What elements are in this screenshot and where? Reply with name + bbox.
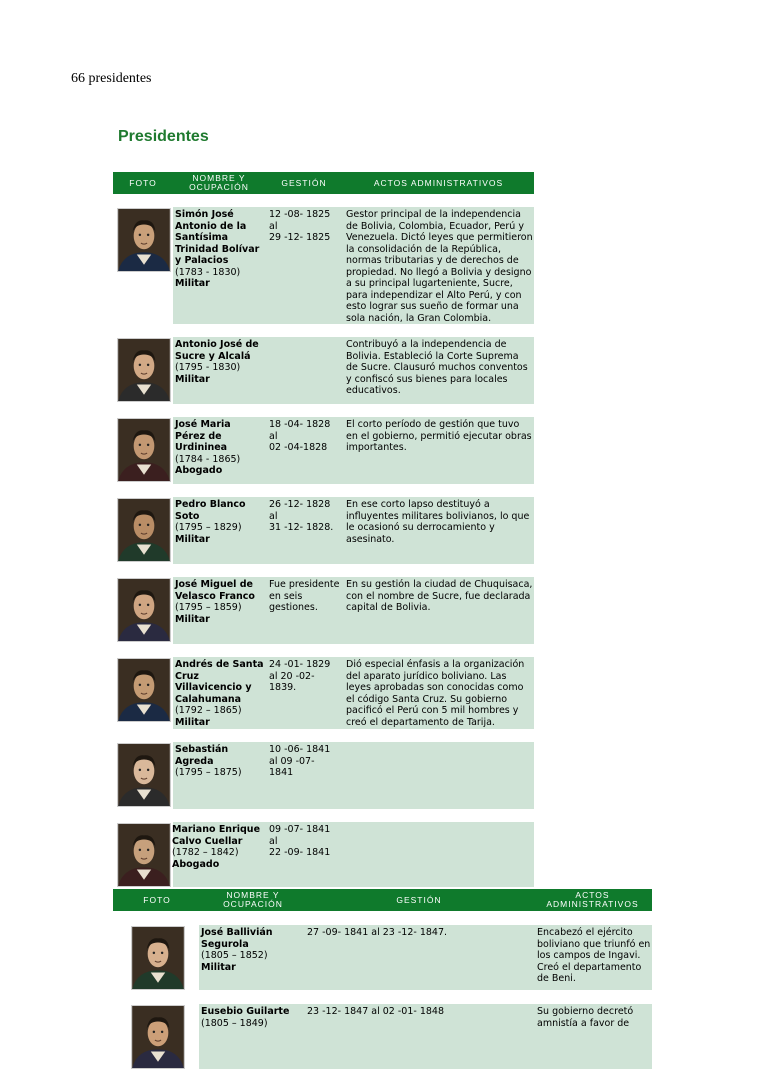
president-occupation: Abogado [172,858,220,870]
president-photo [131,926,185,990]
president-info [175,209,267,290]
gestion-cell: 10 -06- 1841 al 09 -07- 1841 [269,744,331,778]
header-foto: FOTO [143,894,171,905]
header-actos: ACTOS ADMINISTRATIVOS [373,177,504,188]
actos-cell: Dió especial énfasis a la organización del aparato jurídico boliviano. Las leyes aprobadas son conocidas como el código Santa Cruz. Su gobierno pacificó el Perú con 5 mil hombres y creó el departamento de Tarija. [346,659,525,728]
president-name: Andrés de Santa Cruz Villavicencio y Calahumana [175,659,264,705]
president-occupation: Militar [175,533,210,545]
gestion-cell: 18 -04- 1828 al 02 -04-1828 [269,419,331,453]
president-photo [117,208,171,272]
president-years: (1782 – 1842) [172,847,239,858]
president-name: Pedro Blanco Soto [175,499,246,522]
portrait-image [118,209,170,271]
president-photo [117,823,171,887]
portrait-image [118,419,170,481]
president-info [175,744,267,779]
gestion-cell: 12 -08- 1825 al 29 -12- 1825 [269,209,331,243]
document-title: 66 presidentes [71,71,152,86]
president-info [175,659,267,728]
header-gestion: GESTIÓN [281,177,327,188]
president-name: Sebastián Agreda [175,744,229,767]
table-header-2 [113,889,652,911]
president-info [175,339,267,385]
president-info [175,499,267,545]
president-photo [117,658,171,722]
president-name: Simón José Antonio de la Santísima Trinidad Bolívar y Palacios [175,209,260,266]
president-info [201,1006,301,1029]
gestion-cell: 23 -12- 1847 al 02 -01- 1848 [307,1006,444,1017]
president-years: (1792 – 1865) [175,705,242,716]
actos-cell: El corto período de gestión que tuvo en el gobierno, permitió ejecutar obras importantes. [346,419,532,453]
header-gestion: GESTIÓN [396,894,442,905]
president-info [201,927,301,973]
president-info [175,579,267,625]
president-years: (1783 - 1830) [175,266,241,278]
president-years: (1805 – 1849) [201,1017,268,1029]
president-name: José Miguel de Velasco Franco [175,579,255,602]
president-photo [117,338,171,402]
president-years: (1784 - 1865) [175,453,241,465]
president-occupation: Militar [175,278,210,289]
portrait-image [118,499,170,561]
president-occupation: Militar [175,716,210,728]
header-nombre: NOMBRE Y OCUPACIÓN [189,173,249,192]
president-name: José Ballivián Segurola [201,927,273,950]
president-photo [131,1005,185,1069]
portrait-image [118,659,170,721]
president-photo [117,498,171,562]
president-years: (1795 – 1859) [175,602,242,613]
president-info [175,419,267,477]
portrait-image [118,579,170,641]
president-name: Mariano Enrique Calvo Cuellar [172,824,261,847]
portrait-image [118,744,170,806]
president-occupation: Militar [175,373,210,385]
president-years: (1795 – 1875) [175,767,242,778]
president-photo [117,743,171,807]
actos-cell: Contribuyó a la independencia de Bolivia. Estableció la Corte Suprema de Sucre. Clausuró muchos conventos y confiscó sus bienes para locales educativos. [346,339,528,396]
header-foto: FOTO [129,177,157,188]
president-photo [117,578,171,642]
actos-cell: Su gobierno decretó amnistía a favor de [537,1006,634,1029]
portrait-image [118,824,170,886]
header-actos: ACTOS ADMINISTRATIVOS [546,890,639,909]
gestion-cell: 27 -09- 1841 al 23 -12- 1847. [307,927,448,938]
table-header [113,172,534,194]
president-occupation: Abogado [175,465,223,476]
gestion-cell: Fue presidente en seis gestiones. [269,579,340,613]
gestion-cell: 26 -12- 1828 al 31 -12- 1828. [269,499,334,533]
president-name: José Maria Pérez de Urdininea [175,419,231,453]
actos-cell: Encabezó el ejército boliviano que triunfó en los campos de Ingavi. Creó el departamento de Beni. [537,927,651,984]
actos-cell: En su gestión la ciudad de Chuquisaca, con el nombre de Sucre, fue declarada capital de Bolivia. [346,579,533,613]
president-name: Antonio José de Sucre y Alcalá [175,339,259,362]
portrait-image [132,927,184,989]
president-photo [117,418,171,482]
president-info [172,824,264,870]
section-title: Presidentes [118,128,209,145]
president-years: (1795 – 1829) [175,522,242,533]
header-nombre: NOMBRE Y OCUPACIÓN [223,890,283,909]
president-years: (1805 – 1852) [201,950,268,961]
portrait-image [132,1006,184,1068]
president-years: (1795 - 1830) [175,362,241,373]
president-name: Eusebio Guilarte [201,1006,290,1017]
actos-cell: Gestor principal de la independencia de Bolivia, Colombia, Ecuador, Perú y Venezuela. Dictó leyes que permitieron la consolidación de la República, normas tributarias y de derechos de propiedad. No llegó a Bolivia y designo a su principal lugarteniente, Sucre, para independizar el Alto Perú, y con esto lograr sus sueño de formar una sola nación, la Gran Colombia. [346,209,533,324]
president-occupation: Militar [201,961,236,973]
gestion-cell: 09 -07- 1841 al 22 -09- 1841 [269,824,331,858]
gestion-cell: 24 -01- 1829 al 20 -02- 1839. [269,659,331,693]
actos-cell: En ese corto lapso destituyó a influyentes militares bolivianos, lo que le ocasionó su derrocamiento y asesinato. [346,499,530,545]
portrait-image [118,339,170,401]
president-occupation: Militar [175,613,210,625]
